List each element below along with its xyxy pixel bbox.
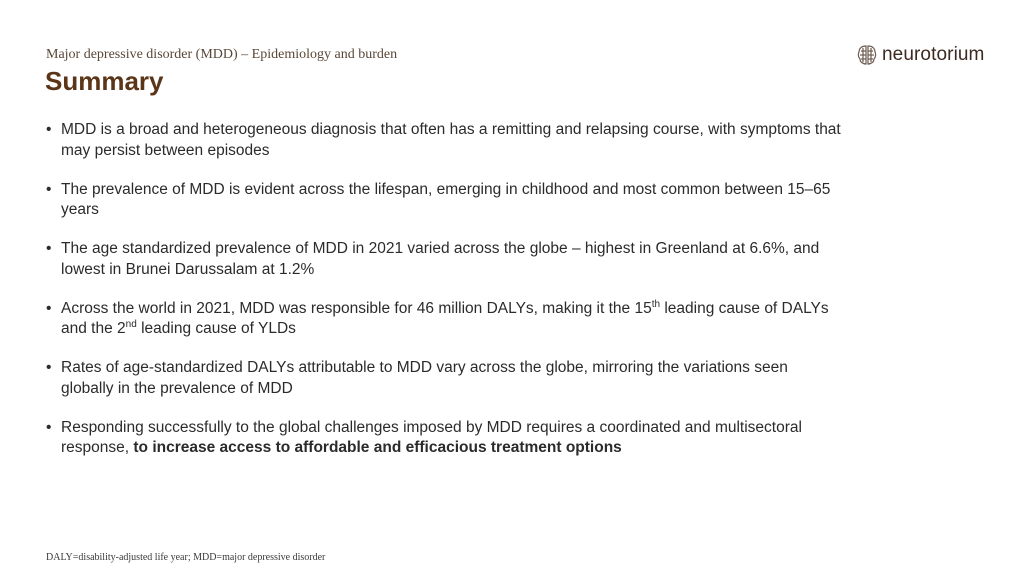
bullet-item — [44, 180, 844, 221]
brain-grid-icon — [857, 44, 877, 66]
slide-subtitle: Major depressive disorder (MDD) – Epidemiology and burden — [46, 47, 398, 62]
ordinal-suffix: nd — [125, 319, 137, 330]
summary-bullet-list — [44, 120, 844, 477]
bullet-text: Rates of age-standardized DALYs attributable to MDD vary across the globe, mirroring the variations seen globally in the prevalence of MDD — [61, 359, 788, 397]
bullet-text-part: Responding successfully to the global challenges imposed by MDD requires a coordinated and multisectoral response, — [61, 418, 802, 456]
bullet-item — [44, 120, 844, 161]
bullet-text: The age standardized prevalence of MDD in 2021 varied across the globe – highest in Greenland at 6.6%, and lowest in Brunei Darussalam at 1.2% — [61, 240, 820, 278]
bullet-marker: • — [46, 240, 52, 257]
bullet-text: The prevalence of MDD is evident across the lifespan, emerging in childhood and most common between 15–65 years — [61, 180, 831, 218]
bullet-text — [61, 419, 802, 457]
slide-title: Summary — [45, 66, 164, 96]
bullet-text-emphasis: to increase access to affordable and efficacious treatment options — [133, 439, 622, 456]
bullet-text-part: leading cause of YLDs — [136, 320, 296, 337]
bullet-item — [44, 418, 844, 459]
brand-name: neurotorium — [882, 44, 985, 65]
bullet-item — [44, 358, 844, 399]
bullet-marker: • — [46, 359, 52, 376]
footnote: DALY=disability-adjusted life year; MDD=major depressive disorder — [46, 552, 326, 563]
bullet-marker: • — [46, 180, 52, 198]
bullet-text-part: leading cause of DALYs and the 2 — [61, 299, 829, 337]
bullet-text: MDD is a broad and heterogeneous diagnosis that often has a remitting and relapsing course, with symptoms that may persist between episodes — [61, 121, 841, 159]
bullet-text — [61, 300, 829, 338]
bullet-item — [44, 299, 844, 340]
bullet-item — [44, 239, 844, 280]
brand-logo — [857, 44, 984, 66]
bullet-text-part: Across the world in 2021, MDD was responsible for 46 million DALYs, making it the 15 — [61, 299, 652, 317]
ordinal-suffix: th — [651, 298, 661, 310]
bullet-marker: • — [46, 418, 52, 436]
bullet-marker: • — [46, 121, 52, 138]
bullet-marker: • — [46, 299, 52, 317]
